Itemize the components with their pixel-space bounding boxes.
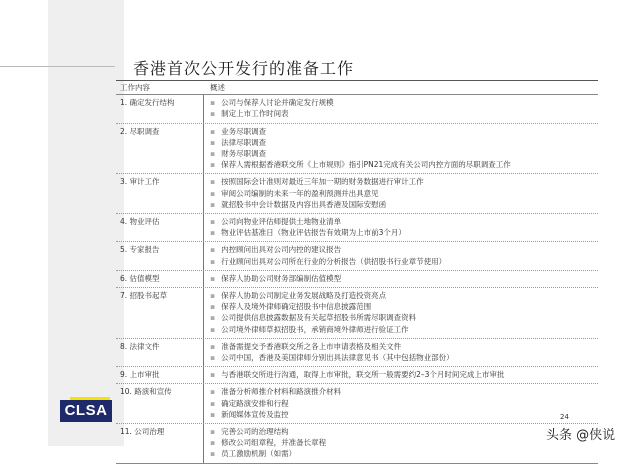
bullet-icon: ▪	[210, 177, 216, 187]
bullet-icon: ▪	[210, 217, 216, 227]
work-item: 3. 审计工作	[116, 174, 204, 213]
bullet-icon: ▪	[210, 126, 216, 136]
page-number: 24	[560, 413, 569, 421]
bullet-text: 审阅公司编制的未来一年的盈利预测并出具意见	[221, 188, 379, 198]
overview-cell	[204, 424, 598, 463]
work-item: 9. 上市审批	[116, 367, 204, 383]
work-item: 10. 路演和宣传	[116, 384, 204, 423]
bullet-icon: ▪	[210, 149, 216, 159]
bullet-icon: ▪	[210, 313, 216, 323]
watermark: 头条 @侠说	[546, 428, 616, 443]
bullet-point	[210, 324, 592, 335]
bullet-icon: ▪	[210, 228, 216, 238]
bullet-icon: ▪	[210, 438, 216, 448]
bullet-point	[210, 97, 592, 108]
table-row	[116, 124, 598, 175]
table-row	[116, 288, 598, 339]
bullet-text: 完善公司的治理结构	[221, 427, 289, 437]
overview-cell	[204, 242, 598, 269]
bullet-point	[210, 273, 592, 284]
overview-cell	[204, 288, 598, 338]
bullet-icon: ▪	[210, 409, 216, 419]
bullet-icon: ▪	[210, 353, 216, 363]
bullet-icon: ▪	[210, 199, 216, 209]
bullet-point	[210, 301, 592, 312]
table-row	[116, 271, 598, 288]
bullet-point	[210, 227, 592, 238]
header-item: 工作内容	[120, 83, 150, 92]
bullet-point	[210, 369, 592, 380]
bullet-text: 修改公司组章程，并准备长章程	[221, 438, 327, 448]
bullet-text: 行业顾问出具对公司所在行业的分析报告（供招股书行业章节使用）	[221, 256, 447, 266]
bullet-text: 公司境外律师草拟招股书，承销商境外律师进行验证工作	[221, 324, 409, 334]
bullet-point	[210, 148, 592, 159]
bullet-point	[210, 188, 592, 199]
bullet-text: 内控顾问出具对公司内控的建议报告	[221, 245, 342, 255]
bullet-point	[210, 176, 592, 187]
bullet-icon: ▪	[210, 398, 216, 408]
overview-cell	[204, 214, 598, 241]
bullet-icon: ▪	[210, 137, 216, 147]
bullet-icon: ▪	[210, 427, 216, 437]
bullet-point	[210, 341, 592, 352]
overview-cell	[204, 95, 598, 122]
bullet-text: 准备需提交予香港联交所之各上市申请表格及相关文件	[221, 341, 402, 351]
bullet-text: 保荐人需根据香港联交所《上市规则》指引PN21完成有关公司内控方面的尽职调查工作	[221, 160, 511, 170]
bullet-text: 员工激励机制（如需）	[221, 449, 297, 459]
bullet-icon: ▪	[210, 387, 216, 397]
bullet-text: 就招股书中会计数据及内容出具香港及国际安慰函	[221, 199, 387, 209]
table-row	[116, 339, 598, 367]
bullet-text: 确定路演安排和行程	[221, 398, 289, 408]
bullet-icon: ▪	[210, 273, 216, 283]
bullet-icon: ▪	[210, 449, 216, 459]
work-item: 11. 公司治理	[116, 424, 204, 463]
bullet-text: 公司中国，香港及美国律师分别出具法律意见书（其中包括物业部份）	[221, 353, 454, 363]
bullet-text: 业务尽职调查	[221, 126, 267, 136]
bullet-text: 保荐人协助公司财务部编制估值模型	[221, 273, 342, 283]
work-item: 4. 物业评估	[116, 214, 204, 241]
bullet-icon: ▪	[210, 98, 216, 108]
bullet-icon: ▪	[210, 291, 216, 301]
bullet-text: 财务尽职调查	[221, 149, 267, 159]
bullet-icon: ▪	[210, 256, 216, 266]
bullet-point	[210, 398, 592, 409]
work-item: 2. 尽职调查	[116, 124, 204, 174]
table-row	[116, 95, 598, 123]
table-header	[116, 81, 598, 95]
bullet-point	[210, 290, 592, 301]
bullet-point	[210, 199, 592, 210]
bullet-point	[210, 108, 592, 119]
bullet-point	[210, 216, 592, 227]
table-row	[116, 384, 598, 424]
bullet-text: 按照国际会计准则对最近三年加一期的财务数据进行审计工作	[221, 177, 424, 187]
bullet-text: 法律尽职调查	[221, 137, 267, 147]
bullet-icon: ▪	[210, 245, 216, 255]
clsa-logo: CLSA	[60, 400, 112, 422]
bullet-point	[210, 437, 592, 448]
bullet-icon: ▪	[210, 302, 216, 312]
bullet-icon: ▪	[210, 109, 216, 119]
bullet-icon: ▪	[210, 188, 216, 198]
bullet-icon: ▪	[210, 341, 216, 351]
table-row	[116, 424, 598, 464]
bullet-point	[210, 386, 592, 397]
bullet-point	[210, 126, 592, 137]
bullet-icon: ▪	[210, 324, 216, 334]
table-row	[116, 214, 598, 242]
bullet-text: 准备分析师推介材料和路演推介材料	[221, 387, 342, 397]
bullet-text: 新闻媒体宣传及监控	[221, 409, 289, 419]
bullet-point	[210, 352, 592, 363]
bullet-point	[210, 256, 592, 267]
bullet-text: 保荐人及境外律师确定招股书中信息披露范围	[221, 302, 372, 312]
bullet-icon: ▪	[210, 160, 216, 170]
overview-cell	[204, 174, 598, 213]
overview-cell	[204, 271, 598, 287]
work-item: 6. 估值模型	[116, 271, 204, 287]
bullet-point	[210, 159, 592, 170]
bullet-text: 公司向物业评估师提供土地物业清单	[221, 217, 342, 227]
bullet-text: 与香港联交所进行沟通，取得上市审批，联交所一般需要约2–3个月时间完成上市审批	[221, 370, 505, 380]
work-item: 5. 专家报告	[116, 242, 204, 269]
bullet-point	[210, 448, 592, 459]
work-item: 7. 招股书起草	[116, 288, 204, 338]
bullet-text: 物业评估基准日（物业评估报告有效期为上市前3个月）	[221, 228, 406, 238]
work-item: 8. 法律文件	[116, 339, 204, 366]
header-overview: 概述	[210, 83, 225, 92]
bullet-point	[210, 409, 592, 420]
preparation-table	[116, 80, 598, 464]
bullet-text: 公司提供信息披露数据及有关起草招股书所需尽职调查资料	[221, 313, 417, 323]
bullet-point	[210, 312, 592, 323]
table-row	[116, 242, 598, 270]
bullet-point	[210, 244, 592, 255]
overview-cell	[204, 367, 598, 383]
bullet-point	[210, 426, 592, 437]
work-item: 1. 确定发行结构	[116, 95, 204, 122]
divider	[0, 66, 115, 67]
bullet-text: 公司与保荐人讨论并确定发行规模	[221, 98, 334, 108]
table-row	[116, 367, 598, 384]
overview-cell	[204, 339, 598, 366]
table-row	[116, 174, 598, 214]
overview-cell	[204, 124, 598, 174]
bullet-icon: ▪	[210, 370, 216, 380]
overview-cell	[204, 384, 598, 423]
page-title: 香港首次公开发行的准备工作	[133, 59, 355, 78]
bullet-point	[210, 137, 592, 148]
bullet-text: 制定上市工作时间表	[221, 109, 289, 119]
bullet-text: 保荐人协助公司制定业务发展战略及打造投资亮点	[221, 291, 387, 301]
